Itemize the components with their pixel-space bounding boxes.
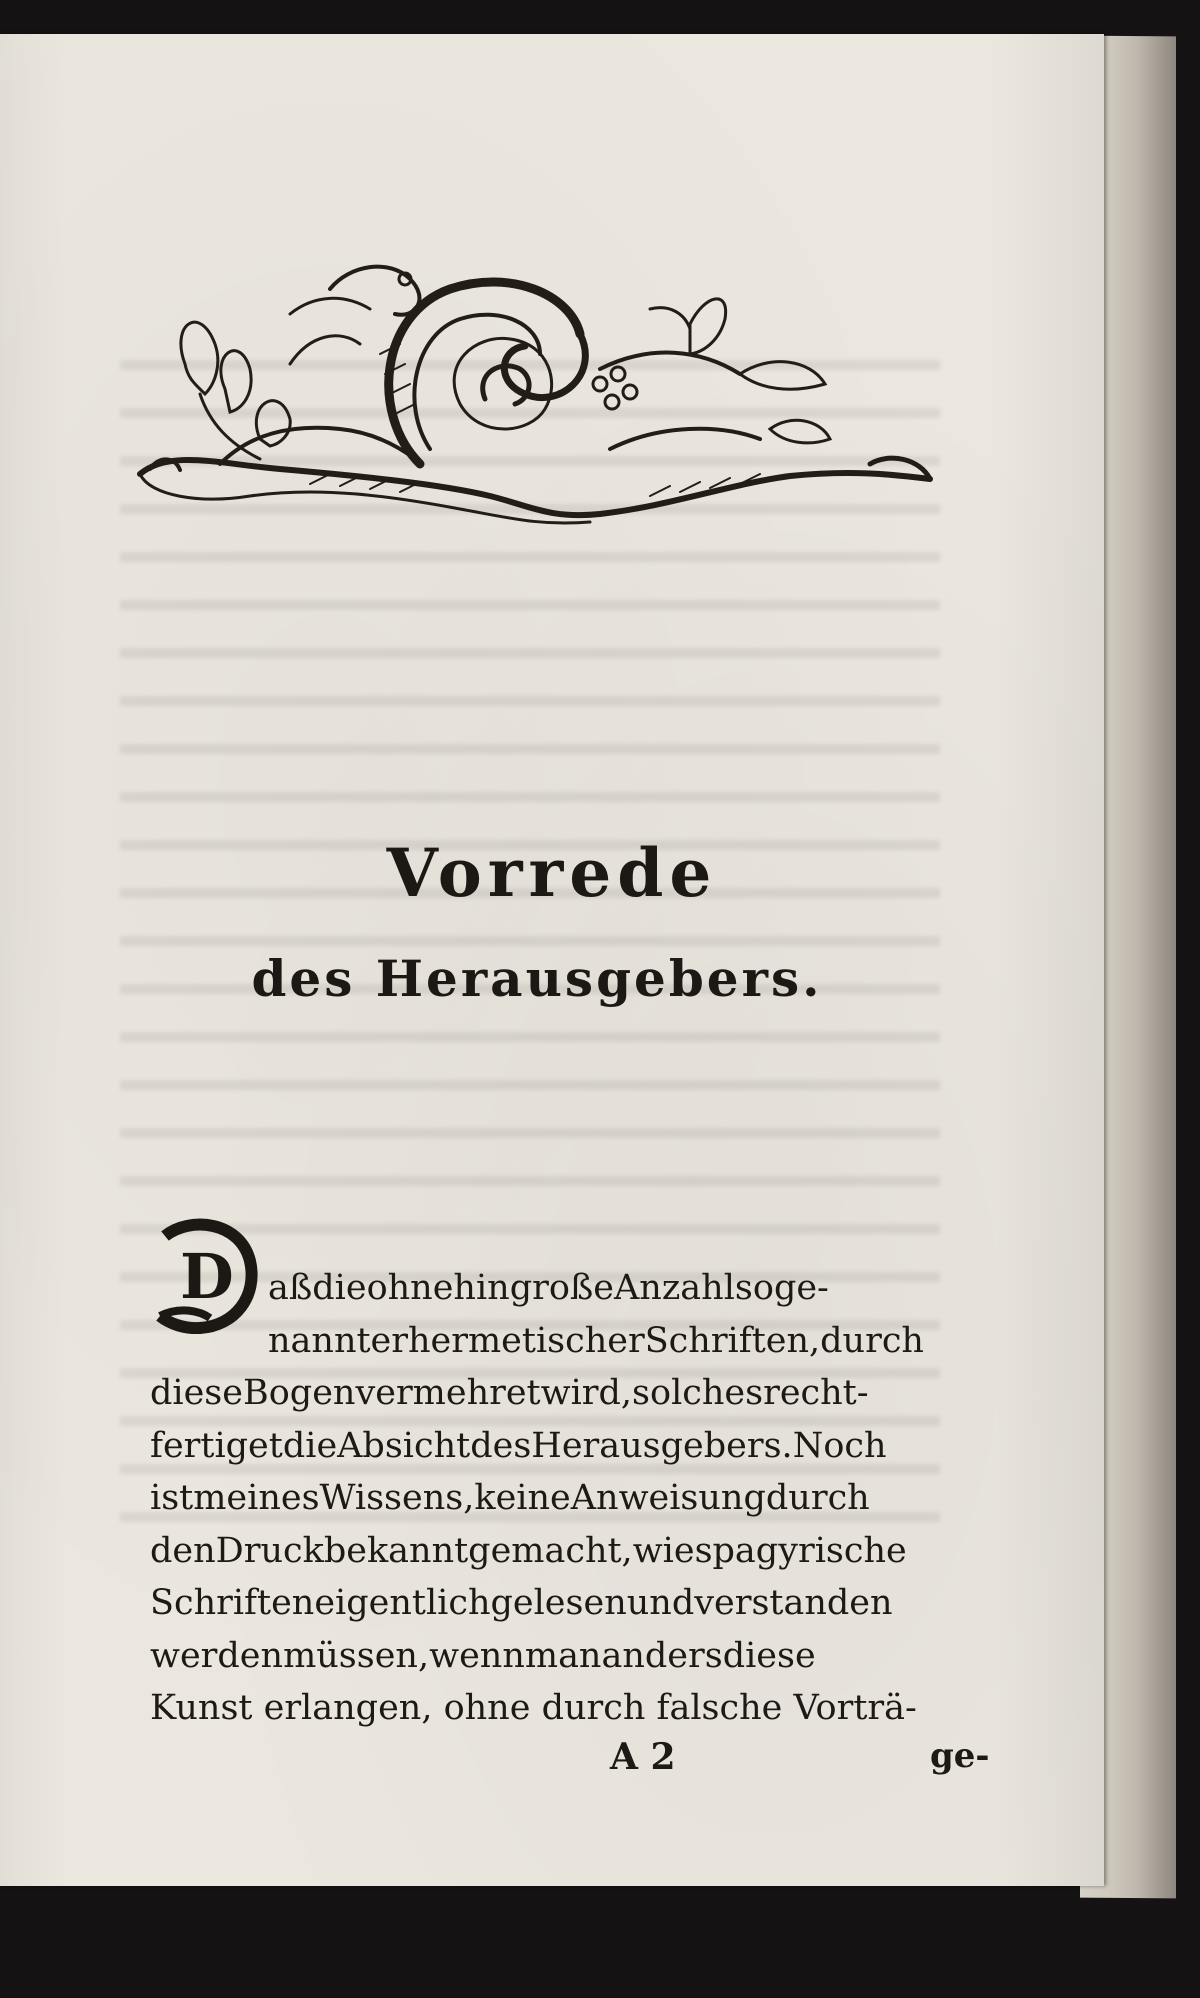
- word: des: [470, 1425, 532, 1466]
- word: Herausgebers.: [531, 1425, 793, 1466]
- word: durch: [820, 1320, 924, 1361]
- word: aß: [268, 1268, 313, 1308]
- word: ge-: [773, 1268, 829, 1308]
- word: nannter: [268, 1320, 408, 1361]
- text-line: [150, 1315, 970, 1368]
- word: Schriften: [150, 1583, 315, 1623]
- word: verstanden: [694, 1583, 893, 1623]
- word: Bogen: [243, 1373, 356, 1413]
- word: die: [312, 1268, 367, 1308]
- word: Absicht: [337, 1425, 471, 1466]
- word: ohnehin: [366, 1268, 510, 1308]
- text-line: [150, 1525, 970, 1578]
- word: wie: [632, 1530, 695, 1571]
- word: man: [524, 1635, 602, 1676]
- word: Schriften,: [644, 1320, 821, 1361]
- word: vermehret: [355, 1373, 541, 1413]
- word: den: [150, 1530, 216, 1571]
- word: große: [509, 1268, 615, 1308]
- signature-mark: A 2: [610, 1736, 676, 1778]
- word: Wissens,: [319, 1478, 475, 1518]
- word: wenn: [429, 1635, 525, 1676]
- word: spagyrische: [694, 1530, 907, 1571]
- word: und: [626, 1583, 695, 1623]
- word: durch: [765, 1478, 870, 1518]
- word: bekannt: [323, 1530, 469, 1571]
- text-line: [150, 1262, 970, 1315]
- text-line: [150, 1420, 970, 1473]
- word: Druck: [215, 1530, 324, 1571]
- word: werden: [150, 1635, 284, 1676]
- text-line: [150, 1577, 970, 1630]
- body-paragraph: [150, 1262, 970, 1735]
- word: Anzahl: [614, 1268, 735, 1308]
- word: anders: [601, 1635, 723, 1676]
- word: Anweisung: [570, 1478, 766, 1518]
- word: gemacht,: [468, 1530, 633, 1571]
- word: solches: [632, 1373, 764, 1413]
- word: keine: [474, 1478, 571, 1518]
- catchword: ge-: [930, 1736, 990, 1776]
- word: recht-: [763, 1373, 869, 1413]
- word: eigentlich: [314, 1583, 491, 1623]
- word: die: [282, 1425, 338, 1466]
- rococo-headpiece-ornament-icon: [130, 234, 950, 534]
- word: wird,: [540, 1373, 633, 1413]
- word: gelesen: [490, 1583, 627, 1623]
- word: so: [734, 1268, 774, 1308]
- word: ist: [150, 1478, 194, 1518]
- word: diese: [722, 1635, 816, 1676]
- text-line: [150, 1472, 970, 1525]
- word: hermetischer: [408, 1320, 645, 1361]
- page-title: Vorrede: [386, 834, 718, 912]
- dropcap-letter: D: [180, 1240, 234, 1313]
- word: meines: [193, 1478, 320, 1518]
- word: fertiget: [150, 1425, 283, 1466]
- book-page: [0, 34, 1104, 1886]
- text-line: Kunst erlangen, ohne durch falsche Vorträ-: [150, 1688, 917, 1728]
- text-line: [150, 1367, 970, 1420]
- word: müssen,: [283, 1635, 430, 1676]
- word: Noch: [792, 1425, 887, 1466]
- page-subtitle: des Herausgebers.: [251, 949, 823, 1008]
- word: diese: [150, 1373, 243, 1413]
- text-line: [150, 1630, 970, 1683]
